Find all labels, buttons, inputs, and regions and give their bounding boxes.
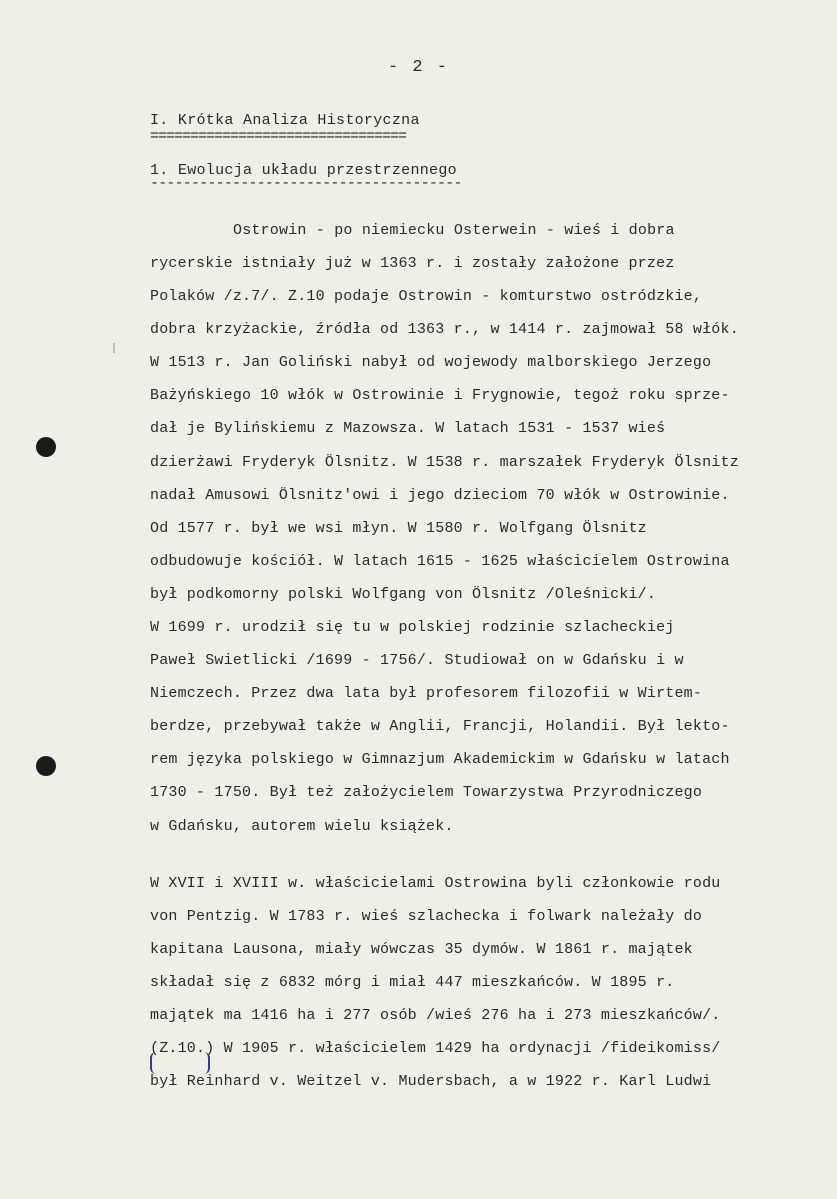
text-line: rycerskie istniały już w 1363 r. i zostały założone przez: [150, 255, 675, 272]
text-line: majątek ma 1416 ha i 277 osób /wieś 276 ha i 273 mieszkańców/.: [150, 1007, 721, 1024]
margin-mark: [113, 343, 115, 353]
punch-hole: [36, 756, 56, 776]
text-line: był Reinhard v. Weitzel v. Mudersbach, a w 1922 r. Karl Ludwi: [150, 1073, 712, 1090]
text-line: nadał Amusowi Ölsnitz'owi i jego dzieciom 70 włók w Ostrowinie.: [150, 487, 730, 504]
text-line: w Gdańsku, autorem wielu książek.: [150, 818, 454, 835]
punch-hole: [36, 437, 56, 457]
text-line: Paweł Swietlicki /1699 - 1756/. Studiował on w Gdańsku i w: [150, 652, 684, 669]
section-title: I. Krótka Analiza Historyczna: [150, 112, 420, 129]
text-line: von Pentzig. W 1783 r. wieś szlachecka i folwark należały do: [150, 908, 703, 925]
subsection-title-underline: --------------------------------------: [150, 175, 462, 192]
text-line: W 1513 r. Jan Goliński nabył od wojewody malborskiego Jerzego: [150, 354, 712, 371]
text-line: W 1699 r. urodził się tu w polskiej rodzinie szlacheckiej: [150, 619, 675, 636]
text-line: berdze, przebywał także w Anglii, Francji, Holandii. Był lekto-: [150, 718, 730, 735]
text-line: (Z.10.) W 1905 r. właścicielem 1429 ha ordynacji /fideikomiss/: [150, 1040, 721, 1057]
text-line: Ostrowin - po niemiecku Osterwein - wieś i dobra: [233, 222, 675, 239]
text-line: dzierżawi Fryderyk Ölsnitz. W 1538 r. marszałek Fryderyk Ölsnitz: [150, 454, 739, 471]
text-line: Polaków /z.7/. Z.10 podaje Ostrowin - komturstwo ostródzkie,: [150, 288, 703, 305]
text-line: Od 1577 r. był we wsi młyn. W 1580 r. Wolfgang Ölsnitz: [150, 520, 647, 537]
text-line: rem języka polskiego w Gimnazjum Akademickim w Gdańsku w latach: [150, 751, 730, 768]
page-number: - 2 -: [387, 58, 449, 77]
text-line: Bażyńskiego 10 włók w Ostrowinie i Frygnowie, tegoż roku sprze-: [150, 387, 730, 404]
text-line: składał się z 6832 mórg i miał 447 mieszkańców. W 1895 r.: [150, 974, 675, 991]
text-line: był podkomorny polski Wolfgang von Ölsnitz /Oleśnicki/.: [150, 586, 657, 603]
text-line: Niemczech. Przez dwa lata był profesorem filozofii w Wirtem-: [150, 685, 703, 702]
text-line: 1730 - 1750. Był też założycielem Towarzystwa Przyrodniczego: [150, 784, 703, 801]
text-line: dobra krzyżackie, źródła od 1363 r., w 1414 r. zajmował 58 włók.: [150, 321, 739, 338]
text-line: kapitana Lausona, miały wówczas 35 dymów. W 1861 r. majątek: [150, 941, 693, 958]
text-line: dał je Bylińskiemu z Mazowsza. W latach 1531 - 1537 wieś: [150, 420, 666, 437]
text-line: odbudowuje kościół. W latach 1615 - 1625 właścicielem Ostrowina: [150, 553, 730, 570]
section-title-underline: ================================: [150, 128, 407, 145]
text-line: W XVII i XVIII w. właścicielami Ostrowina byli członkowie rodu: [150, 875, 721, 892]
subsection-title: 1. Ewolucja układu przestrzennego: [150, 162, 457, 179]
